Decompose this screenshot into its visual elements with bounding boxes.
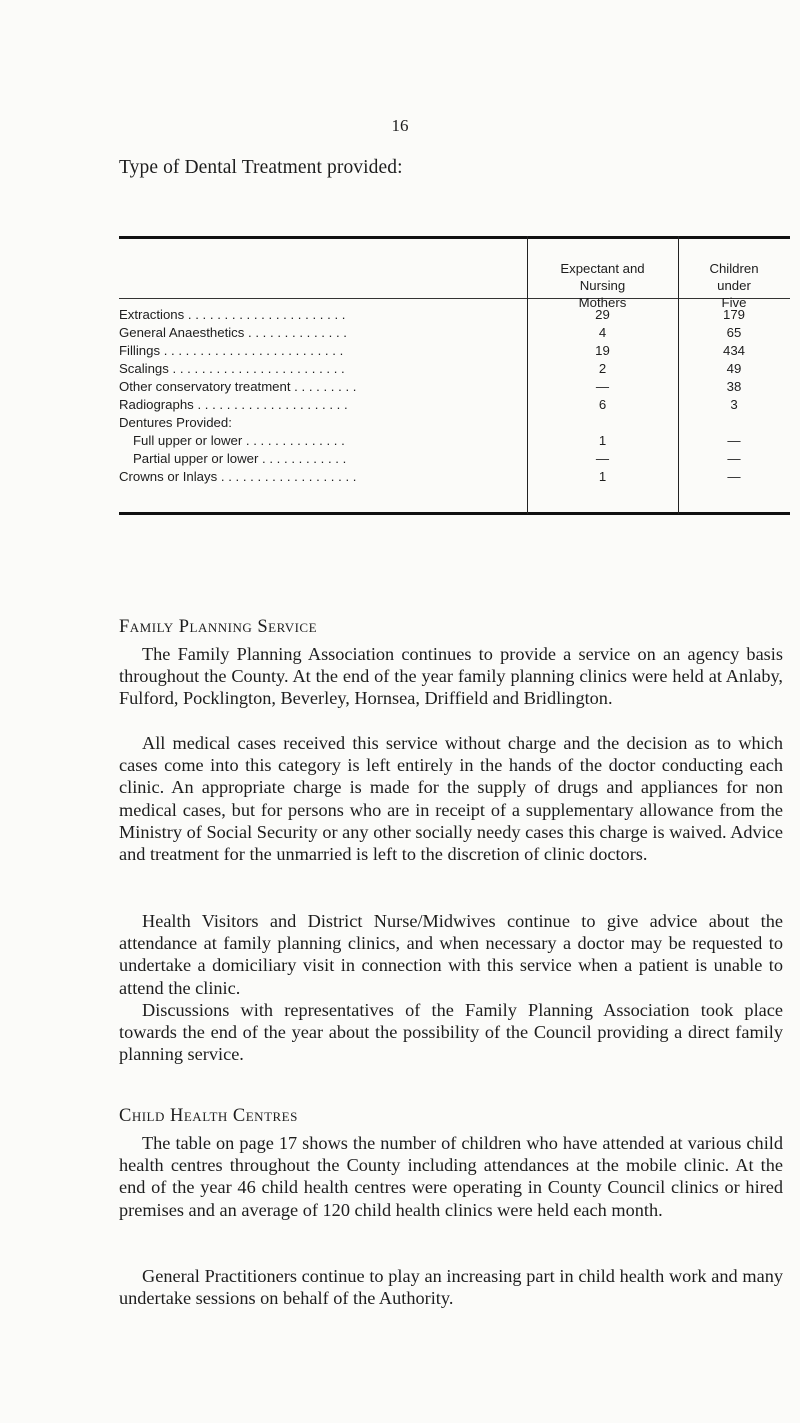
expectant-mothers-value: 4 — [598, 325, 607, 340]
row-label: Scalings . . . . . . . . . . . . . . . . . . . . . . . . — [119, 361, 345, 376]
table-row — [119, 396, 790, 414]
children-under-five-value: 38 — [726, 379, 742, 394]
children-under-five-value: — — [727, 469, 741, 484]
children-under-five-value: 49 — [726, 361, 742, 376]
row-label: Extractions . . . . . . . . . . . . . . . . . . . . . . — [119, 307, 346, 322]
family-planning-heading: Family Planning Service — [119, 617, 318, 637]
child-health-paragraph: The table on page 17 shows the number of children who have attended at various child health centres throughout the County including attendances at the mobile clinic. At the end of the year 46 child health centres were operating in County Council clinics or hired premises and an average of 120 child health clinics were held each month. — [119, 1133, 783, 1220]
expectant-mothers-value: — — [595, 451, 610, 466]
table-row — [119, 342, 790, 360]
table-row — [119, 432, 790, 450]
table-row — [119, 450, 790, 468]
family-planning-paragraph: All medical cases received this service without charge and the decision as to which cases come into this category is left entirely in the hands of the doctor conducting each clinic. An appropriate charge is made for the supply of drugs and appliances for non medical cases, but for persons who are in receipt of a supplementary allowance from the Ministry of Social Security or any other socially needy cases this charge is waived. Advice and treatment for the unmarried is left to the discretion of clinic doctors. — [119, 733, 783, 865]
expectant-mothers-value: 19 — [595, 343, 610, 358]
family-planning-paragraph: Health Visitors and District Nurse/Midwives continue to give advice about the attendance at family planning clinics, and when necessary a doctor may be requested to undertake a domiciliary visit in connection with this service when a patient is unable to attend the clinic. — [119, 911, 783, 998]
children-under-five-value: 179 — [722, 307, 745, 322]
row-label: Fillings . . . . . . . . . . . . . . . . . . . . . . . . . — [119, 343, 344, 358]
expectant-mothers-value: 6 — [598, 397, 607, 412]
row-label: Dentures Provided: — [119, 415, 232, 430]
expectant-mothers-value: — — [595, 379, 610, 394]
child-health-heading: Child Health Centres — [119, 1106, 298, 1126]
row-label: Radiographs . . . . . . . . . . . . . . . . . . . . . — [119, 397, 348, 412]
children-under-five-value: 65 — [726, 325, 742, 340]
row-label: Full upper or lower . . . . . . . . . . . . . . — [133, 433, 345, 448]
table-top-rule — [119, 236, 790, 239]
children-under-five-value: 3 — [730, 397, 738, 412]
row-label: Partial upper or lower . . . . . . . . . . . . — [133, 451, 347, 466]
row-label: Crowns or Inlays . . . . . . . . . . . . . . . . . . . — [119, 469, 357, 484]
dental-treatment-table — [119, 236, 790, 514]
table-row — [119, 360, 790, 378]
expectant-mothers-value: 2 — [598, 361, 607, 376]
expectant-mothers-value: 29 — [595, 307, 610, 322]
expectant-mothers-value: 1 — [598, 469, 607, 484]
page-number: 16 — [391, 116, 409, 135]
table-row — [119, 414, 790, 432]
column-header-expectant-mothers: Expectant and Nursing Mothers — [560, 261, 645, 310]
table-row — [119, 378, 790, 396]
table-row — [119, 468, 790, 486]
table-row — [119, 324, 790, 342]
children-under-five-value: — — [727, 451, 741, 466]
page-title: Type of Dental Treatment provided: — [119, 157, 403, 178]
row-label: Other conservatory treatment . . . . . . . . . — [119, 379, 357, 394]
family-planning-paragraph: Discussions with representatives of the Family Planning Association took place towards the end of the year about the possibility of the Council providing a direct family planning service. — [119, 1000, 783, 1065]
row-label: General Anaesthetics . . . . . . . . . . . . . . — [119, 325, 347, 340]
child-health-paragraph: General Practitioners continue to play an increasing part in child health work and many undertake sessions on behalf of the Authority. — [119, 1266, 783, 1309]
family-planning-paragraph: The Family Planning Association continues to provide a service on an agency basis throughout the County. At the end of the year family planning clinics were held at Anlaby, Fulford, Pocklington, Beverley, Hornsea, Driffield and Bridlington. — [119, 644, 783, 709]
expectant-mothers-value: 1 — [598, 433, 607, 448]
table-bottom-rule — [119, 512, 790, 515]
children-under-five-value: 434 — [722, 343, 745, 358]
children-under-five-value: — — [727, 433, 741, 448]
table-row — [119, 306, 790, 324]
column-header-children-under-five: Children under Five — [709, 261, 759, 310]
